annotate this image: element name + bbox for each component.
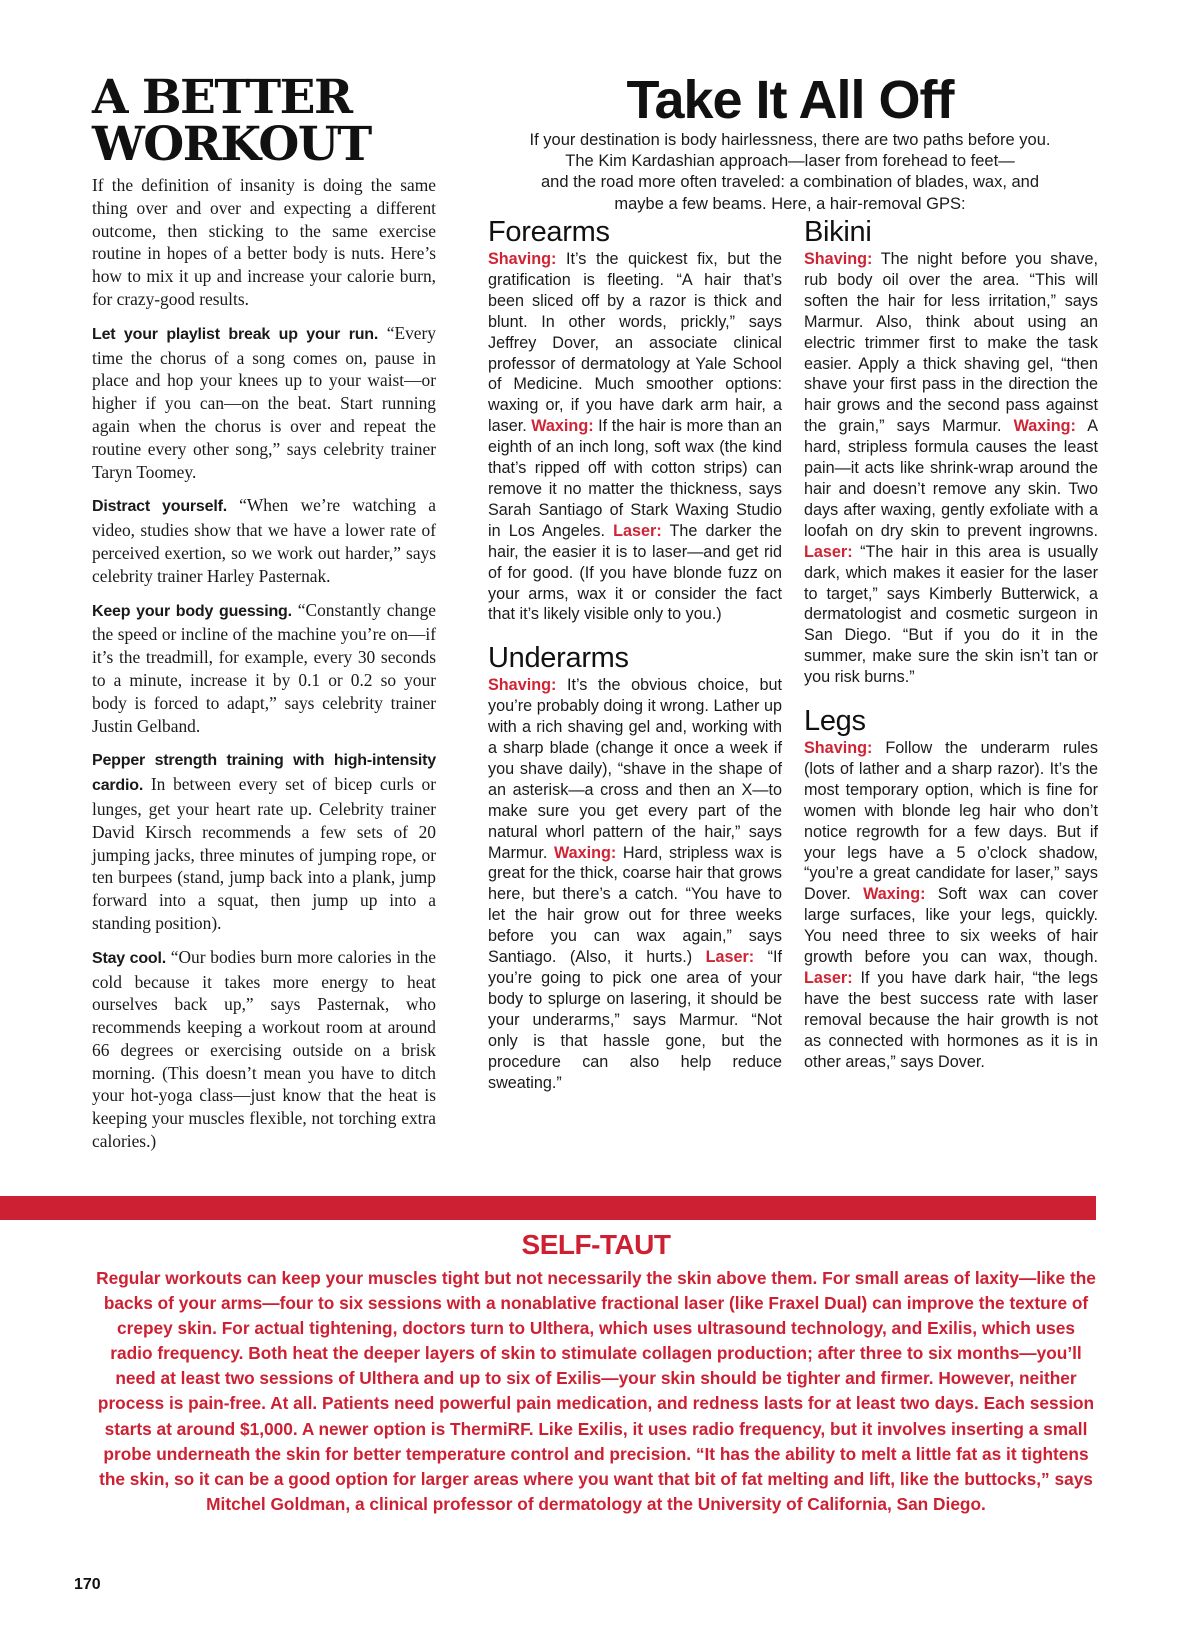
workout-column	[92, 70, 436, 1164]
workout-intro: If the definition of insanity is doing the same thing over and over and expecting a different outcome, then sticking to the same exercise routine in hopes of a better body is nuts. Here’s how to mix it up and increase your calorie burn, for crazy-good results.	[92, 175, 436, 309]
section-title-forearms: Forearms	[488, 216, 610, 248]
article-header	[470, 72, 1110, 215]
workout-title: A BETTER WORKOUT	[92, 70, 371, 172]
section-body-forearms: Shaving: It’s the quickest fix, but the gratification is fleeting. “A hair that’s been sliced off by a razor is thick and blunt. In other words, prickly,” says Jeffrey Dover, an associate clinical professor of dermatology at Yale School of Medicine. Much smoother options: waxing or, if you have dark arm hair, a laser. Waxing: If the hair is more than an eighth of an inch long, soft wax (the kind that’s ripped off with cotton strips) can remove it no matter the thickness, says Sarah Santiago of Stark Waxing Studio in Los Angeles. Laser: The darker the hair, the easier it is to laser—and get rid of for good. (If you have blonde fuzz on your arms, wax it or consider the fact that it’s likely visible only to you.)	[488, 250, 783, 624]
article-title: Take It All Off	[626, 70, 954, 130]
sidebar-divider-band	[0, 1196, 1096, 1220]
workout-tip: Keep your body guessing. “Constantly change the speed or incline of the machine you’re on—if it’s the treadmill, for example, every 30 seconds to a minute, increase it by 0.1 or 0.2 so your body is forced to adapt,” says celebrity trainer Justin Gelband.	[92, 599, 436, 736]
section-title-bikini: Bikini	[804, 216, 872, 248]
sidebar-title: SELF-TAUT	[521, 1229, 671, 1260]
article-intro: If your destination is body hairlessness, there are two paths before you. The Kim Kardashian approach—laser from forehead to feet— and the road more often traveled: a combination of blades, wax, and maybe a few beams. Here, a hair-removal GPS:	[529, 131, 1051, 213]
workout-tip: Stay cool. “Our bodies burn more calories in the cold because it takes more energy to heat ourselves back up,” says Pasternak, who recommends keeping a workout room at around 66 degrees or exercising outside on a brisk morning. (This doesn’t mean you have to ditch your hot-yoga class—just know that the heat is keeping your muscles flexible, not torching extra calories.)	[92, 946, 436, 1152]
workout-tip: Let your playlist break up your run. “Every time the chorus of a song comes on, pause in place and hop your knees up to your waist—or higher if you can—on the beat. Start running again when the chorus is over and repeat the routine every other song,” says celebrity trainer Taryn Toomey.	[92, 322, 436, 482]
article-column-middle	[488, 216, 782, 1093]
self-taut-sidebar	[96, 1228, 1096, 1517]
article-column-right	[804, 216, 1098, 1073]
workout-tip: Distract yourself. “When we’re watching a video, studies show that we have a lower rate of perceived exertion, so we work out harder,” says celebrity trainer Harley Pasternak.	[92, 495, 436, 586]
section-title-underarms: Underarms	[488, 642, 629, 675]
page-number: 170	[74, 1576, 101, 1593]
section-body-underarms: Shaving: It’s the obvious choice, but you’re probably doing it wrong. Lather up with a rich shaving gel and, working with a sharp blade (change it once a week if you shave daily), “shave in the shape of an asterisk—a cross and then an X—to make sure you get every part of the natural whorl pattern of the hair,” says Marmur. Waxing: Hard, stripless wax is great for the thick, coarse hair that grows here, but there’s a catch. “You have to let the hair grow out for three weeks before you can wax again,” says Santiago. (Also, it hurts.) Laser: “If you’re going to pick one area of your body to splurge on lasering, it should be your underarms,” says Marmur. “Not only is that hassle gone, but the procedure can also help reduce sweating.”	[488, 676, 783, 1092]
section-title-legs: Legs	[804, 705, 866, 738]
section-body-legs: Shaving: Follow the underarm rules (lots of lather and a sharp razor). It’s the most temporary option, which is fine for women with blonde leg hair who don’t notice regrowth for a few days. But if your legs have a 5 o’clock shadow, “you’re a great candidate for laser,” says Dover. Waxing: Soft wax can cover large surfaces, like your legs, quickly. You need three to six weeks of hair growth before you can wax, though. Laser: If you have dark hair, “the legs have the best success rate with laser removal because the hair growth is not as connected with hormones as it is in other areas,” says Dover.	[804, 739, 1099, 1071]
sidebar-body: Regular workouts can keep your muscles tight but not necessarily the skin above them. For small areas of laxity—like the backs of your arms—four to six sessions with a nonablative fractional laser (like Fraxel Dual) can improve the texture of crepey skin. For actual tightening, doctors turn to Ulthera, which uses ultrasound technology, and Exilis, which uses radio frequency. Both heat the deeper layers of skin to stimulate collagen production; after three to six months—you’ll need at least two sessions of Ulthera and up to six of Exilis—your skin should be tighter and firmer. However, neither process is pain-free. At all. Patients need powerful pain medication, and redness lasts for at least two days. Each session starts at around $1,000. A newer option is ThermiRF. Like Exilis, it uses radio frequency, but it involves inserting a small probe underneath the skin for better temperature control and precision. “It has the ability to melt a little fat as it tightens the skin, so it can be a good option for larger areas where you want that bit of fat melting and lift, like the buttocks,” says Mitchel Goldman, a clinical professor of dermatology at the University of California, San Diego.	[96, 1268, 1096, 1514]
workout-tip: Pepper strength training with high-intensity cardio. In between every set of bicep curls or lunges, get your heart rate up. Celebrity trainer David Kirsch recommends a few sets of 20 jumping jacks, three minutes of jumping rope, or ten burpees (stand, jump back into a plank, jump forward into a squat, then jump up into a standing position).	[92, 752, 436, 933]
section-body-bikini: Shaving: The night before you shave, rub body oil over the area. “This will soften the hair for less irritation,” says Marmur. Also, think about using an electric trimmer first to make the task easier. Apply a thick shaving gel, “then shave your first pass in the direction the hair grows and the second pass against the grain,” says Marmur. Waxing: A hard, stripless formula causes the least pain—it acts like shrink-wrap around the hair and doesn’t remove any skin. Two days after waxing, gently exfoliate with a loofah on dry skin to prevent ingrowns. Laser: “The hair in this area is usually dark, which makes it easier for the laser to target,” says Kimberly Butterwick, a dermatologist and cosmetic surgeon in San Diego. “But if you do it in the summer, make sure the skin isn’t tan or you risk burns.”	[804, 250, 1098, 687]
